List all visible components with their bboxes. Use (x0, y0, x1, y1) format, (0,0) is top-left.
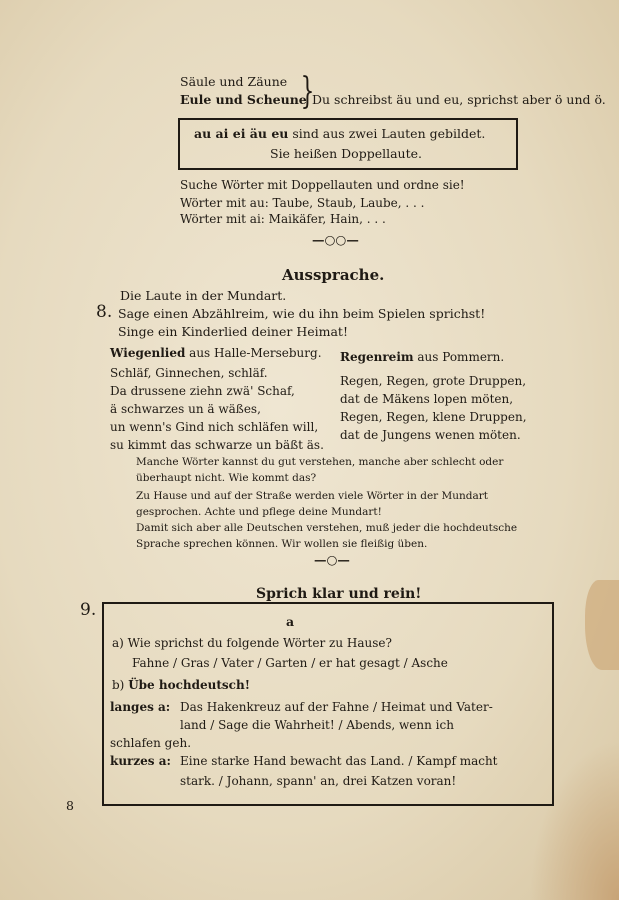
poem-line: Da drussene ziehn zwä' Schaf, (110, 384, 295, 398)
divider-ornament: —○○— (312, 232, 359, 247)
box-heading: a (286, 614, 295, 629)
section-title: Sprich klar und rein! (256, 586, 422, 602)
exercise-box (102, 602, 554, 806)
word-list: Fahne / Gras / Vater / Garten / er hat gesagt / Asche (132, 656, 448, 670)
paragraph-line: Zu Hause und auf der Straße werden viele Wörter in der Mundart (136, 490, 489, 502)
exercise-line: Singe ein Kinderlied deiner Heimat! (118, 324, 348, 339)
box1-line-1-rest: sind aus zwei Lauten gebildet. (292, 126, 486, 141)
poem-line: dat de Jungens wenen möten. (340, 428, 521, 442)
paragraph-line: Damit sich aber alle Deutschen verstehen, muß jeder die hochdeutsche (136, 522, 518, 534)
paragraph-line: Sprache sprechen können. Wir wollen sie fleißig üben. (136, 538, 428, 550)
poem-line: dat de Mäkens lopen möten, (340, 392, 514, 406)
paragraph-line: gesprochen. Achte und pflege deine Mundart! (136, 506, 382, 518)
question-a (112, 636, 392, 650)
item-label: b) (112, 678, 125, 692)
divider-ornament: —○— (314, 552, 350, 567)
paper-stain (585, 580, 619, 670)
exercise-line: Wörter mit au: Taube, Staub, Laube, . . . (180, 196, 425, 210)
example-line: stark. / Johann, spann' an, drei Katzen voran! (180, 774, 457, 788)
poem-title-rest: aus Pommern. (413, 350, 505, 364)
section-subtitle: Die Laute in der Mundart. (120, 288, 287, 303)
poem-title-bold: Wiegenlied (110, 346, 186, 360)
exercise-number: 8. (96, 302, 113, 322)
question-b (112, 678, 250, 692)
page-number: 8 (66, 798, 74, 813)
short-a-label: kurzes a: (110, 754, 171, 768)
box1-line-2: Sie heißen Doppellaute. (270, 146, 422, 161)
diphthong-letters: au ai ei äu eu (194, 126, 289, 141)
poem-title-bold: Regenreim (340, 350, 414, 364)
exercise-line: Sage einen Abzählreim, wie du ihn beim Spielen sprichst! (118, 306, 486, 321)
poem-title-right (340, 350, 504, 364)
exercise-line: Wörter mit ai: Maikäfer, Hain, . . . (180, 212, 386, 226)
poem-line: Regen, Regen, grote Druppen, (340, 374, 527, 388)
curly-brace: } (300, 71, 315, 112)
poem-title-rest: aus Halle-Merseburg. (185, 346, 322, 360)
doppellaute-box (178, 118, 518, 170)
box1-line-1 (194, 126, 485, 141)
example-line: Eine starke Hand bewacht das Land. / Kampf macht (180, 754, 498, 768)
long-a-label: langes a: (110, 700, 171, 714)
intro-line-1: Säule und Zäune (180, 74, 288, 89)
exercise-number: 9. (80, 600, 97, 620)
poem-line: Regen, Regen, klene Druppen, (340, 410, 527, 424)
example-line: land / Sage die Wahrheit! / Abends, wenn ich (180, 718, 454, 732)
question-text: Übe hochdeutsch! (128, 678, 250, 692)
poem-line: un wenn's Gind nich schläfen will, (110, 420, 319, 434)
poem-title-left (110, 346, 322, 360)
intro-line-2: Eule und Scheune (180, 92, 307, 107)
question-text: Wie sprichst du folgende Wörter zu Hause? (127, 636, 392, 650)
item-label: a) (112, 636, 124, 650)
example-line: Das Hakenkreuz auf der Fahne / Heimat und Vater- (180, 700, 493, 714)
poem-line: su kimmt das schwarze un bäßt äs. (110, 438, 324, 452)
poem-line: ä schwarzes un ä wäßes, (110, 402, 261, 416)
poem-line: Schläf, Ginnechen, schläf. (110, 366, 268, 380)
section-title: Aussprache. (282, 266, 385, 284)
example-line: schlafen geh. (110, 736, 192, 750)
intro-note: Du schreibst äu und eu, sprichst aber ö und ö. (312, 92, 606, 107)
paragraph-line: Manche Wörter kannst du gut verstehen, manche aber schlecht oder (136, 456, 504, 468)
exercise-line: Suche Wörter mit Doppellauten und ordne sie! (180, 178, 465, 192)
paragraph-line: überhaupt nicht. Wie kommt das? (136, 472, 317, 484)
